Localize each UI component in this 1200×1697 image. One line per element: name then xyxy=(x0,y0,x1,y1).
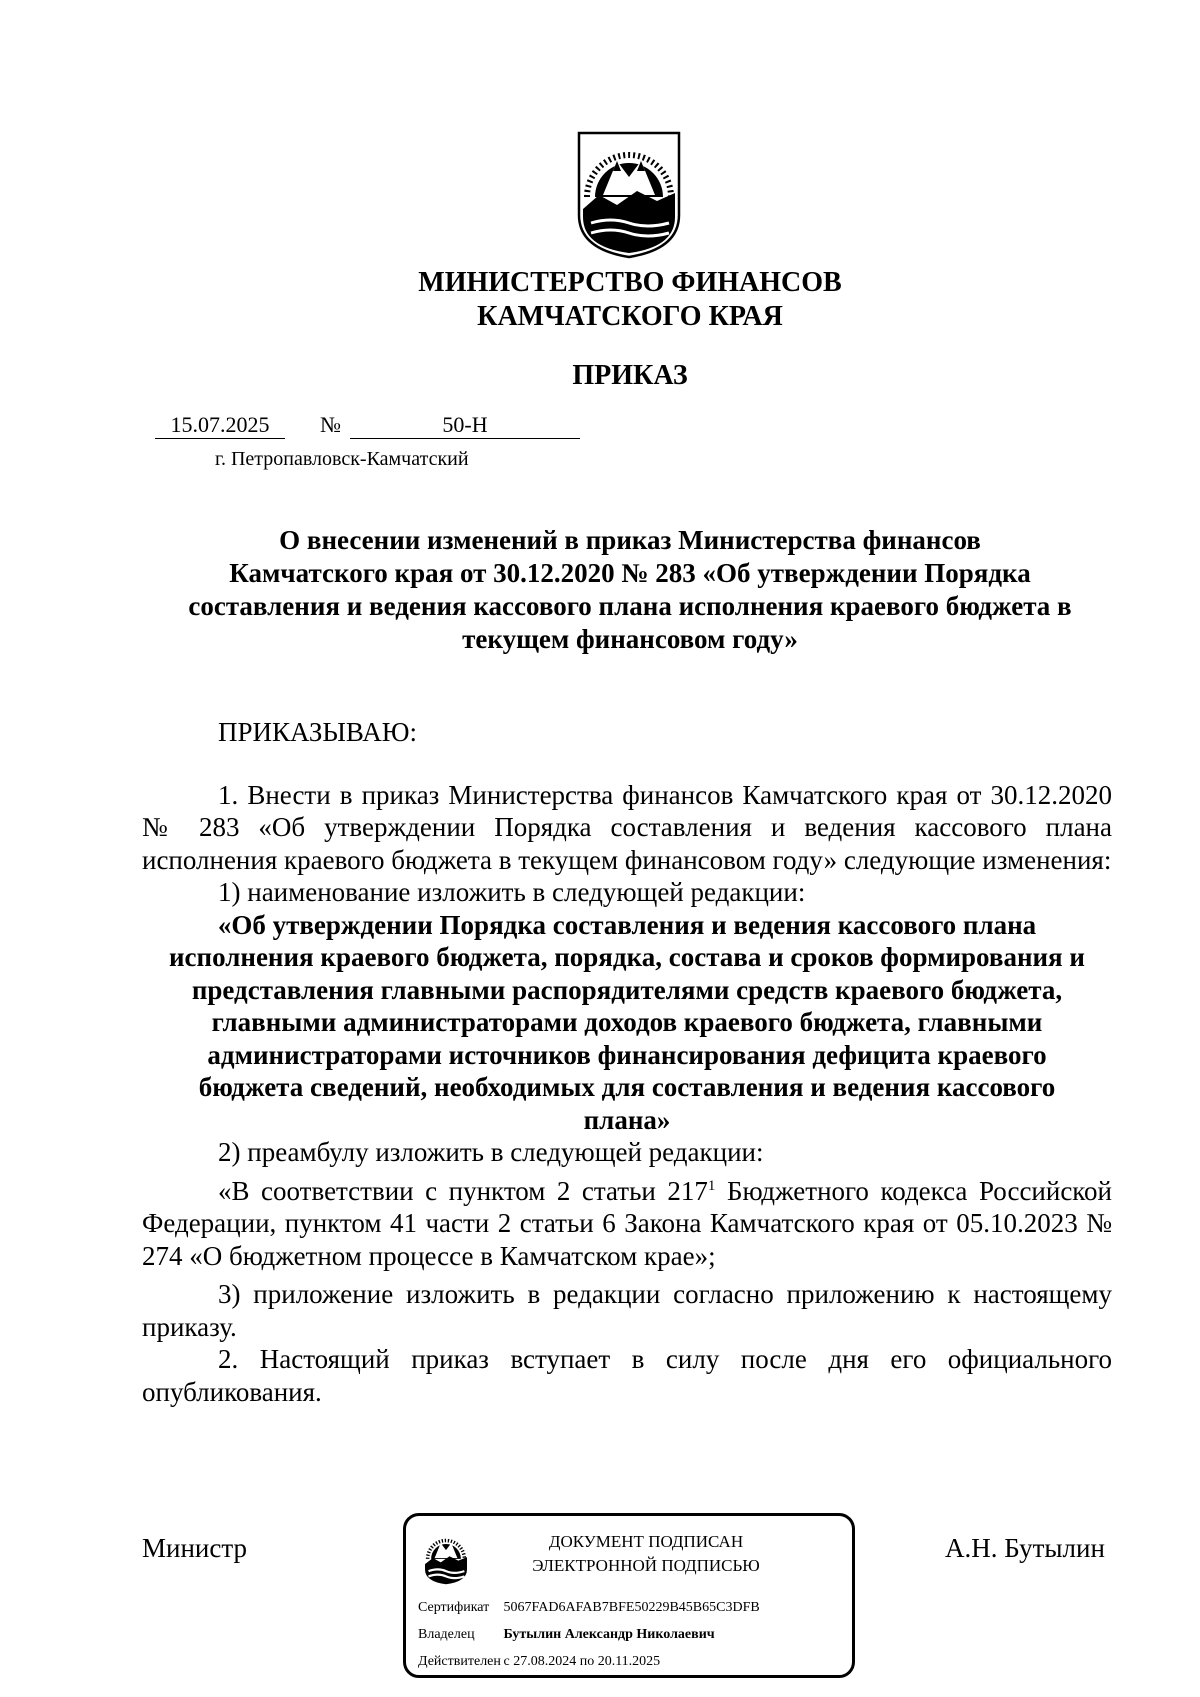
order-command: ПРИКАЗЫВАЮ: xyxy=(218,717,417,747)
stamp-valid-row xyxy=(418,1654,660,1670)
preamble-part-a: «В соответствии с пунктом 2 статьи 217 xyxy=(218,1175,708,1206)
subject-line: Камчатского края от 30.12.2020 № 283 «Об утверждении Порядка xyxy=(229,558,1031,588)
e-signature-stamp xyxy=(403,1513,855,1678)
subject-line: О внесении изменений в приказ Министерства финансов xyxy=(279,525,981,555)
preamble-superscript: 1 xyxy=(707,1177,716,1194)
stamp-valid-value: с 27.08.2024 по 20.11.2025 xyxy=(503,1654,661,1669)
stamp-owner-row xyxy=(418,1627,715,1643)
stamp-cert-value: 5067FAD6AFAB7BFE50229B45B65C3DFB xyxy=(503,1600,760,1615)
stamp-header-line1: ДОКУМЕНТ ПОДПИСАН xyxy=(548,1532,744,1551)
stamp-coat-of-arms-icon xyxy=(422,1530,470,1586)
ministry-name-line2: КАМЧАТСКОГО КРАЯ xyxy=(477,301,783,332)
ministry-name xyxy=(300,266,960,334)
order-body xyxy=(142,716,1112,1408)
signer-name: А.Н. Бутылин xyxy=(945,1533,1105,1563)
city: г. Петропавловск-Камчатский xyxy=(215,448,469,470)
stamp-valid-label: Действителен xyxy=(418,1654,501,1669)
item-2: 2. Настоящий приказ вступает в силу после дня его официального опубликования. xyxy=(142,1344,1112,1407)
stamp-header-line2: ЭЛЕКТРОННОЙ ПОДПИСЬЮ xyxy=(532,1556,760,1575)
stamp-cert-row xyxy=(418,1600,760,1616)
subject-line: составления и ведения кассового плана исполнения краевого бюджета в xyxy=(188,591,1072,621)
ministry-name-line1: МИНИСТЕРСТВО ФИНАНСОВ xyxy=(418,267,842,298)
subitem-3: 3) приложение изложить в редакции согласно приложению к настоящему приказу. xyxy=(142,1279,1112,1342)
signer-position: Министр xyxy=(142,1533,247,1563)
order-subject xyxy=(150,524,1110,656)
order-number: 50-Н xyxy=(350,412,580,439)
subitem-2: 2) преамбулу изложить в следующей редакции: xyxy=(218,1137,764,1167)
order-date: 15.07.2025 xyxy=(155,412,285,439)
stamp-cert-label: Сертификат xyxy=(418,1600,490,1615)
preamble-part-b: Бюджетного кодекса Российской Федерации, пунктом 41 части 2 статьи 6 Закона Камчатского края от 05.10.2023 № 274 «О бюджетном процессе в Камчатском крае»; xyxy=(142,1175,1113,1271)
item-1: 1. Внести в приказ Министерства финансов Камчатского края от 30.12.2020 № 283 «Об утверждении Порядка составления и ведения кассового плана исполнения краевого бюджета в текущем финансовом году» следующие изменения: xyxy=(142,779,1112,875)
order-number-label: № xyxy=(320,412,341,437)
subitem-1: 1) наименование изложить в следующей редакции: xyxy=(218,877,806,907)
coat-of-arms-icon xyxy=(577,131,681,259)
new-title-quote: «Об утверждении Порядка составления и ведения кассового плана исполнения краевого бюджета, порядка, состава и сроков формирования и представления главными распорядителями средств краевого бюджета, главными администраторами доходов краевого бюджета, главными администраторами источников финансирования дефицита краевого бюджета сведений, необходимых для составления и ведения кассового плана» xyxy=(169,909,1085,1135)
preamble-text xyxy=(142,1175,1112,1273)
stamp-header xyxy=(496,1530,796,1578)
stamp-owner-value: Бутылин Александр Николаевич xyxy=(503,1627,715,1642)
stamp-owner-label: Владелец xyxy=(418,1627,475,1642)
subject-line: текущем финансовом году» xyxy=(462,624,798,654)
doc-type-title: ПРИКАЗ xyxy=(572,360,688,391)
